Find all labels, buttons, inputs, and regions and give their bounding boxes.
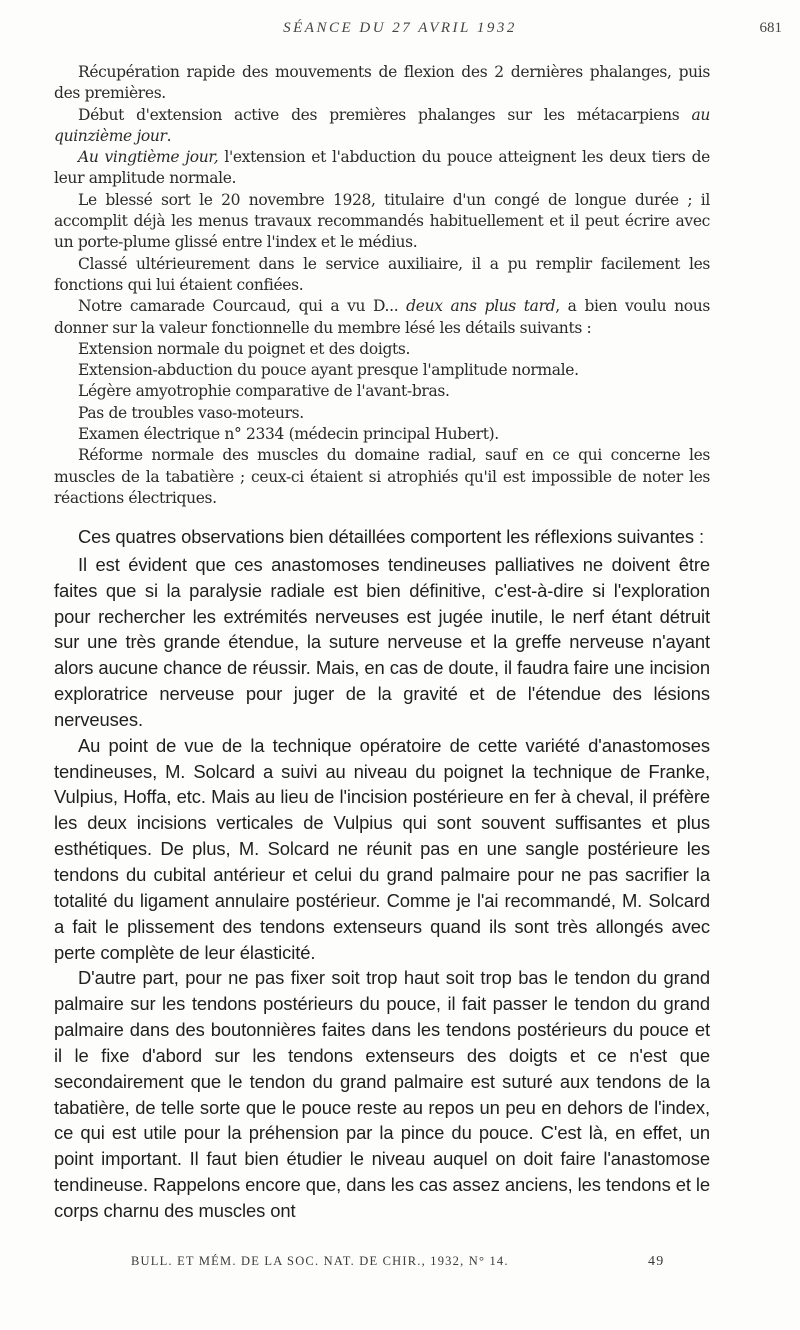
case-italic: Au vingtième jour, [78,148,219,167]
case-text: Début d'extension active des premières phalanges sur les métacarpiens [78,105,692,124]
case-paragraph [54,296,710,339]
case-text: Récupération rapide des mouvements de flexion des 2 dernières phalanges, puis des premières. [54,63,710,103]
case-text: Classé ultérieurement dans le service auxiliaire, il a pu remplir facilement les fonctions qui lui étaient confiées. [54,254,710,294]
case-text: l'extension et l'abduction du pouce atteignent les deux tiers de leur amplitude normale. [54,148,710,188]
case-text: Notre camarade Courcaud, qui a vu D... [78,297,407,316]
case-text: . [166,126,172,145]
case-paragraph [54,381,710,402]
case-paragraph [54,254,710,297]
case-text: Le blessé sort le 20 novembre 1928, titulaire d'un congé de longue durée ; il accomplit déjà les menus travaux recommandés habituellement et il peut écrire avec un porte-plume glissé entre l'index et le médius. [54,190,710,252]
case-paragraph [54,105,710,148]
discussion-block [54,524,710,1224]
running-title: SÉANCE DU 27 AVRIL 1932 [283,20,517,36]
case-text: Extension-abduction du pouce ayant presque l'amplitude normale. [78,361,579,380]
case-paragraph [54,360,710,381]
case-paragraph [54,403,710,424]
case-paragraph [54,424,710,445]
case-paragraph [54,445,710,509]
case-text: , a bien voulu nous donner sur la valeur fonctionnelle du membre lésé les détails suivants : [54,297,710,337]
signature-mark: 49 [648,1254,665,1269]
case-text: Légère amyotrophie comparative de l'avant-bras. [78,382,450,401]
journal-reference: BULL. ET MÉM. DE LA SOC. NAT. DE CHIR., 1932, N° 14. [131,1254,509,1268]
discussion-paragraph: Ces quatres observations bien détaillées comportent les réflexions suivantes : [78,526,704,547]
case-text: Pas de troubles vaso-moteurs. [78,403,304,422]
case-text: Réforme normale des muscles du domaine radial, sauf en ce qui concerne les muscles de la tabatière ; ceux-ci étaient si atrophiés qu'il est impossible de noter les réactions électriques. [54,446,710,507]
running-head [0,20,800,44]
case-paragraph [54,147,710,190]
case-italic: au quinzième jour [54,105,710,145]
page-footer [0,1254,800,1274]
case-paragraph [54,339,710,360]
discussion-paragraph: D'autre part, pour ne pas fixer soit trop haut soit trop bas le tendon du grand palmaire sur les tendons postérieurs du pouce, il fait passer le tendon du grand palmaire dans des boutonnières faites dans les tendons postérieurs du pouce et il le fixe d'abord sur les tendons extenseurs des doigts et ce n'est que secondairement que le tendon du grand palmaire est suturé aux tendons de la tabatière, de telle sorte que le pouce reste au repos un peu en dehors de l'index, ce qui est utile pour la préhension par la pince du pouce. C'est là, en effet, un point important. Il faut bien étudier le niveau auquel on doit faire l'anastomose tendineuse. Rappelons encore que, dans les cas assez anciens, les tendons et le corps charnu des muscles ont [54,967,710,1221]
case-report-block [54,62,710,509]
discussion-paragraph: Il est évident que ces anastomoses tendineuses palliatives ne doivent être faites que si la paralysie radiale est bien définitive, c'est-à-dire si l'exploration pour rechercher les extrémités nerveuses est jugée inutile, le nerf étant détruit sur une très grande étendue, la suture nerveuse et la greffe nerveuse n'ayant alors aucune chance de réussir. Mais, en cas de doute, il faudra faire une incision exploratrice nerveuse pour juger de la gravité et de l'étendue des lésions nerveuses. [54,553,710,730]
case-paragraph [54,62,710,105]
page-number: 681 [759,20,782,36]
case-text: Examen électrique n° 2334 (médecin principal Hubert). [78,425,499,444]
case-italic: deux ans plus tard [406,297,556,316]
case-text: Extension normale du poignet et des doigts. [78,339,411,358]
discussion-paragraph: Au point de vue de la technique opératoire de cette variété d'anastomoses tendineuses, M. Solcard a suivi au niveau du poignet la technique de Franke, Vulpius, Hoffa, etc. Mais au lieu de l'incision postérieure en fer à cheval, il préfère les deux incisions verticales de Vulpius qui sont souvent suffisantes et plus esthétiques. De plus, M. Solcard ne réunit pas en une sangle postérieure les tendons du cubital antérieur et celui du grand palmaire pour ne pas sacrifier la totalité du ligament annulaire postérieur. Comme je l'ai recommandé, M. Solcard a fait le plissement des tendons extenseurs quand ils sont très allongés avec perte complète de leur élasticité. [54,734,710,963]
case-paragraph [54,190,710,254]
